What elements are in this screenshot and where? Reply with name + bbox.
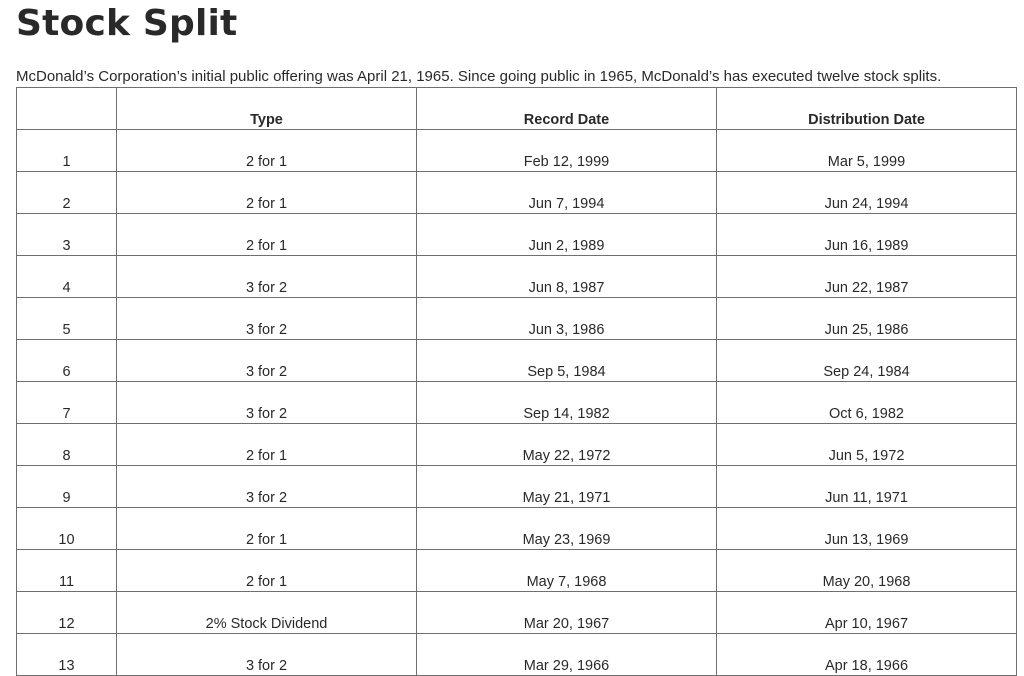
cell-record-date: Mar 20, 1967 <box>417 592 717 634</box>
cell-type: 3 for 2 <box>117 340 417 382</box>
table-row <box>17 424 1017 466</box>
table-row <box>17 508 1017 550</box>
cell-distribution-date: Jun 16, 1989 <box>717 214 1017 256</box>
cell-number: 7 <box>17 382 117 424</box>
cell-record-date: May 21, 1971 <box>417 466 717 508</box>
cell-number: 13 <box>17 634 117 676</box>
table-row <box>17 634 1017 676</box>
table-row <box>17 466 1017 508</box>
cell-number: 4 <box>17 256 117 298</box>
cell-distribution-date: Jun 22, 1987 <box>717 256 1017 298</box>
cell-type: 2 for 1 <box>117 130 417 172</box>
cell-record-date: May 7, 1968 <box>417 550 717 592</box>
cell-number: 11 <box>17 550 117 592</box>
cell-record-date: Sep 14, 1982 <box>417 382 717 424</box>
intro-paragraph: McDonald’s Corporation’s initial public offering was April 21, 1965. Since going public in 1965, McDonald’s has executed twelve stock splits. <box>16 68 942 85</box>
cell-distribution-date: Jun 5, 1972 <box>717 424 1017 466</box>
cell-record-date: May 22, 1972 <box>417 424 717 466</box>
cell-number: 1 <box>17 130 117 172</box>
table-row <box>17 298 1017 340</box>
header-number <box>17 88 117 130</box>
cell-number: 9 <box>17 466 117 508</box>
cell-distribution-date: Jun 25, 1986 <box>717 298 1017 340</box>
cell-type: 3 for 2 <box>117 256 417 298</box>
cell-record-date: Jun 7, 1994 <box>417 172 717 214</box>
cell-distribution-date: Oct 6, 1982 <box>717 382 1017 424</box>
table-row <box>17 214 1017 256</box>
table-row <box>17 130 1017 172</box>
cell-type: 3 for 2 <box>117 298 417 340</box>
table-row <box>17 256 1017 298</box>
cell-record-date: Feb 12, 1999 <box>417 130 717 172</box>
cell-number: 3 <box>17 214 117 256</box>
table-header-row <box>17 88 1017 130</box>
cell-number: 5 <box>17 298 117 340</box>
header-record-date: Record Date <box>417 88 717 130</box>
cell-number: 6 <box>17 340 117 382</box>
cell-distribution-date: Apr 10, 1967 <box>717 592 1017 634</box>
stock-split-table <box>16 87 1017 676</box>
cell-record-date: Jun 8, 1987 <box>417 256 717 298</box>
header-distribution-date: Distribution Date <box>717 88 1017 130</box>
cell-distribution-date: Sep 24, 1984 <box>717 340 1017 382</box>
cell-type: 3 for 2 <box>117 634 417 676</box>
cell-distribution-date: May 20, 1968 <box>717 550 1017 592</box>
cell-distribution-date: Mar 5, 1999 <box>717 130 1017 172</box>
table-row <box>17 340 1017 382</box>
header-type: Type <box>117 88 417 130</box>
cell-type: 2 for 1 <box>117 550 417 592</box>
cell-number: 12 <box>17 592 117 634</box>
table-row <box>17 550 1017 592</box>
cell-type: 2% Stock Dividend <box>117 592 417 634</box>
cell-number: 2 <box>17 172 117 214</box>
cell-record-date: Jun 3, 1986 <box>417 298 717 340</box>
table-row <box>17 382 1017 424</box>
cell-distribution-date: Jun 24, 1994 <box>717 172 1017 214</box>
cell-number: 10 <box>17 508 117 550</box>
cell-type: 2 for 1 <box>117 424 417 466</box>
cell-record-date: Mar 29, 1966 <box>417 634 717 676</box>
cell-type: 3 for 2 <box>117 382 417 424</box>
cell-type: 3 for 2 <box>117 466 417 508</box>
table-row <box>17 592 1017 634</box>
cell-record-date: May 23, 1969 <box>417 508 717 550</box>
cell-number: 8 <box>17 424 117 466</box>
cell-record-date: Jun 2, 1989 <box>417 214 717 256</box>
cell-type: 2 for 1 <box>117 508 417 550</box>
page-title: Stock Split <box>16 3 238 44</box>
table-body <box>17 130 1017 676</box>
cell-distribution-date: Jun 13, 1969 <box>717 508 1017 550</box>
cell-record-date: Sep 5, 1984 <box>417 340 717 382</box>
cell-type: 2 for 1 <box>117 172 417 214</box>
table-row <box>17 172 1017 214</box>
cell-distribution-date: Jun 11, 1971 <box>717 466 1017 508</box>
cell-type: 2 for 1 <box>117 214 417 256</box>
cell-distribution-date: Apr 18, 1966 <box>717 634 1017 676</box>
